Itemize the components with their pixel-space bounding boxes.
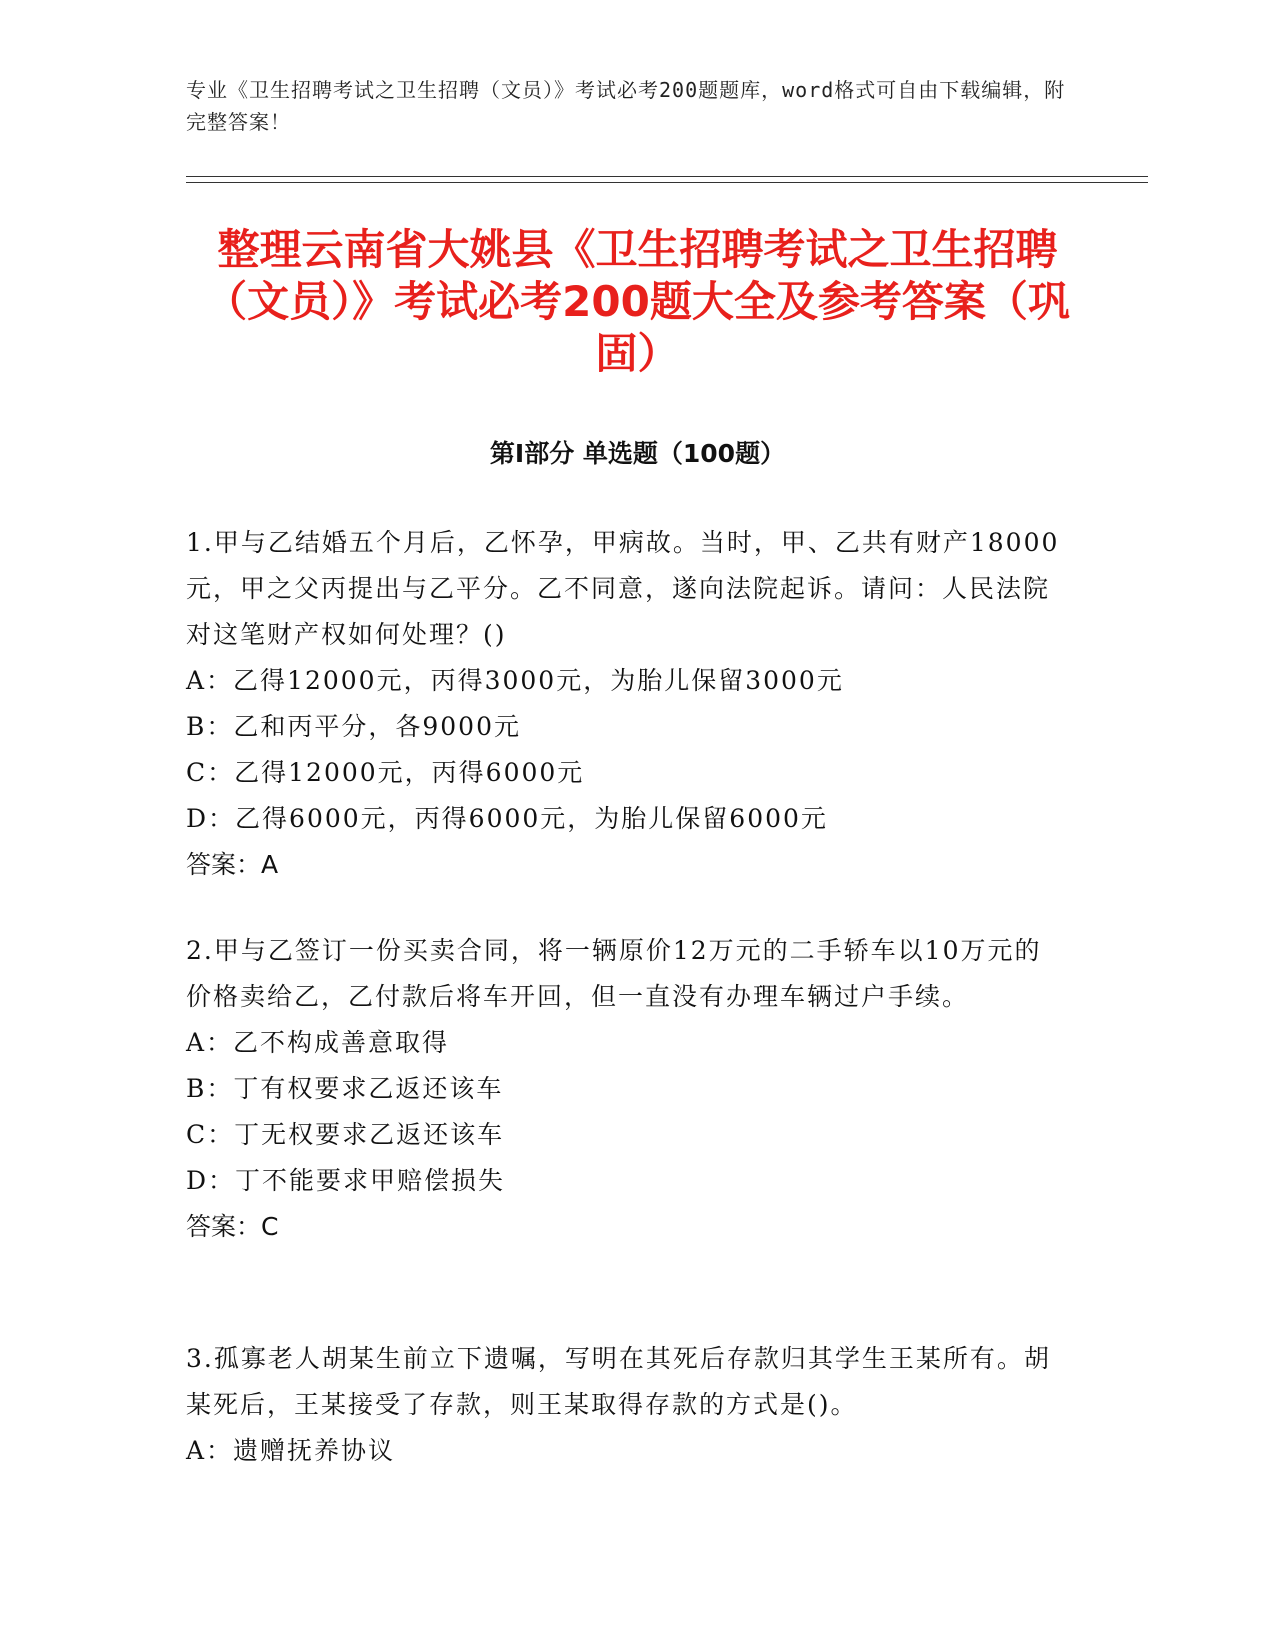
section-heading: 第I部分 单选题（100题） [489,439,786,468]
question-1 [186,520,1066,888]
document-title: 整理云南省大姚县《卫生招聘考试之卫生招聘（文员）》考试必考200题大全及参考答案（巩固） [205,225,1070,378]
question-3 [186,1336,1066,1474]
option-c: C：乙得12000元，丙得6000元 [186,758,585,787]
option-a: A：乙得12000元，丙得3000元，为胎儿保留3000元 [186,666,844,695]
question-stem: 3.孤寡老人胡某生前立下遗嘱，写明在其死后存款归其学生王某所有。胡某死后，王某接受了存款，则王某取得存款的方式是()。 [186,1344,1051,1419]
question-stem: 1.甲与乙结婚五个月后，乙怀孕，甲病故。当时，甲、乙共有财产18000元，甲之父丙提出与乙平分。乙不同意，遂向法院起诉。请问：人民法院对这笔财产权如何处理？() [186,528,1060,649]
option-b: B：丁有权要求乙返还该车 [186,1074,504,1103]
question-stem: 2.甲与乙签订一份买卖合同，将一辆原价12万元的二手轿车以10万元的价格卖给乙，乙付款后将车开回，但一直没有办理车辆过户手续。 [186,936,1042,1011]
option-c: C：丁无权要求乙返还该车 [186,1120,505,1149]
option-a: A：乙不构成善意取得 [186,1028,450,1057]
header-divider-top [186,176,1148,177]
header-note: 专业《卫生招聘考试之卫生招聘（文员）》考试必考200题题库，word格式可自由下载编辑，附完整答案！ [186,78,1066,134]
option-a: A：遗赠抚养协议 [186,1436,396,1465]
header-divider-bottom [186,182,1148,183]
option-b: B：乙和丙平分，各9000元 [186,712,521,741]
question-2 [186,928,1066,1250]
option-d: D：乙得6000元，丙得6000元，为胎儿保留6000元 [186,804,828,833]
answer: 答案：A [186,850,279,879]
option-d: D：丁不能要求甲赔偿损失 [186,1166,506,1195]
answer: 答案：C [186,1212,279,1241]
